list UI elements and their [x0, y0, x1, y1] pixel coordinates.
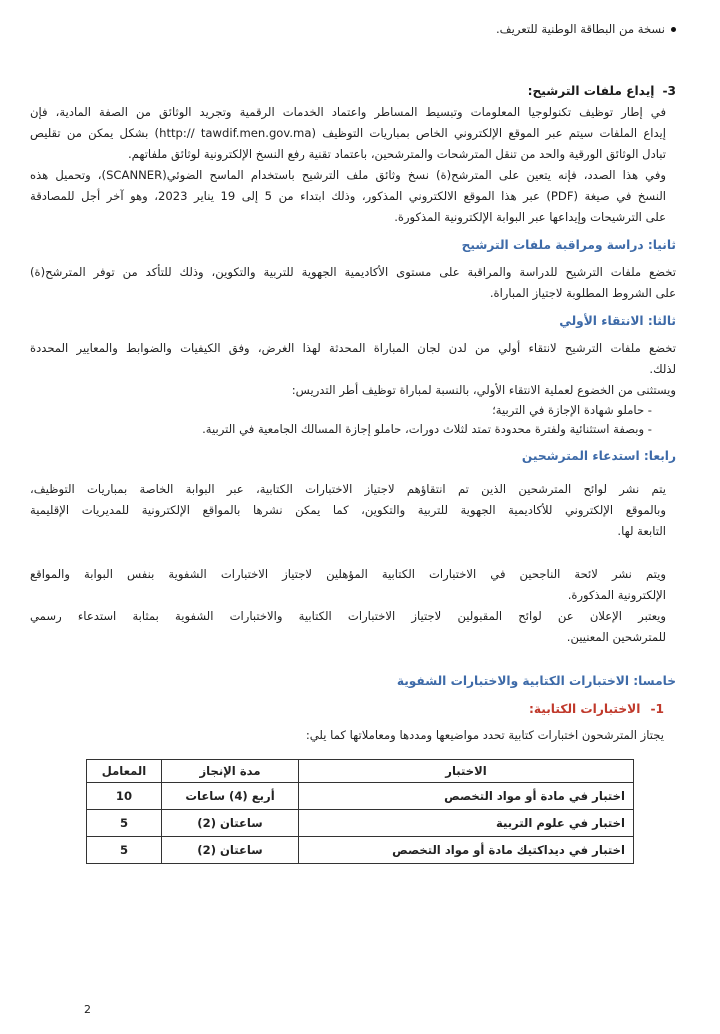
page-number: 2 — [84, 1003, 91, 1016]
exam-coefficient-cell: 5 — [87, 810, 162, 837]
exam-duration-cell: ساعتان (2) — [162, 810, 299, 837]
table-row — [87, 810, 634, 837]
section-3-paragraph-1: في إطار توظيف تكنولوجيا المعلومات وتبسيط المساطر واعتماد الخدمات الرقمية وتجريد الوثائق من الصفة المادية، فإن إيداع الملفات سيتم عبر الموقع الإلكتروني الخاص بمباريات التوظيف (http:// tawdif.men.gov.ma) بشكل يمكن من تقليص تبادل الوثائق الورقية والحد من تنقل المترشحات والمترشحين، باعتماد تقنية رفع النسخ الإلكترونية لوثائق ملفاتهم. — [30, 105, 666, 161]
table-row — [87, 783, 634, 810]
exam-coefficient-cell: 5 — [87, 837, 162, 864]
header-exam: الاختبار — [299, 760, 634, 783]
id-card-bullet: نسخة من البطاقة الوطنية للتعريف. — [30, 18, 676, 40]
section-fourth-paragraph-1: يتم نشر لوائح المترشحين الذين تم انتقاؤهم لاجتياز الاختبارات الكتابية، عبر البوابة الخاصة بمباريات التوظيف، وبالموقع الإلكتروني للأكاديمية الجهوية للتربية والتكوين، كما يمكن نشرها بالمواقع الإلكترونية للمديريات الإقليمية التابعة لها. — [30, 482, 666, 538]
section-second-paragraph: تخضع ملفات الترشيح للدراسة والمراقبة على مستوى الأكاديمية الجهوية للتربية والتكوين، وذلك للتأكد من توفر المترشح(ة) على الشروط المطلوبة لاجتياز المباراة. — [30, 265, 676, 300]
section-3-paragraph-2: وفي هذا الصدد، فإنه يتعين على المترشح(ة) نسخ وثائق ملف الترشيح باستخدام الماسح الضوئي(SCANNER)، وتحميل هذه النسخ في صيغة (PDF) عبر هذا الموقع الالكتروني المذكور، وذلك ابتداء من 5 إلى 19 يناير 2023، وهو آخر أجل للمصادقة على الترشيحات وإيداعها عبر البوابة الإلكترونية المذكورة. — [30, 168, 666, 224]
exam-name-cell: اختبار في مادة أو مواد التخصص — [299, 783, 634, 810]
header-duration: مدة الإنجاز — [162, 760, 299, 783]
section-3-heading: 3-إيداع ملفات الترشيح: — [527, 84, 676, 98]
exam-table — [86, 759, 634, 864]
header-coefficient: المعامل — [87, 760, 162, 783]
table-row — [87, 837, 634, 864]
list-item: - حاملو شهادة الإجازة في التربية؛ — [492, 403, 652, 417]
bullet-dot-icon — [671, 27, 676, 32]
exam-name-cell: اختبار في ديداكتيك مادة أو مواد التخصص — [299, 837, 634, 864]
section-fourth-paragraph-3: ويعتبر الإعلان عن لوائح المقبولين لاجتياز الاختبارات الكتابية والاختبارات الشفوية بمثابة استدعاء رسمي للمترشحين المعنيين. — [30, 609, 666, 644]
exam-duration-cell: ساعتان (2) — [162, 837, 299, 864]
table-header-row — [87, 760, 634, 783]
exam-name-cell: اختبار في علوم التربية — [299, 810, 634, 837]
section-fourth-heading: رابعا: استدعاء المترشحين — [521, 449, 676, 463]
list-item: - وبصفة استثنائية ولفترة محدودة تمتد لثلاث دورات، حاملو إجازة المسالك الجامعية في التربية. — [202, 422, 652, 436]
section-third-paragraph: تخضع ملفات الترشيح لانتقاء أولي من لدن لجان المباراة المحدثة لهذا الغرض، وفق الكيفيات والضوابط والمعايير المحددة لذلك. ويستثنى من الخضوع لعملية الانتقاء الأولي، بالنسبة لمباراة توظيف أطر التدريس: — [30, 341, 676, 397]
exam-coefficient-cell: 10 — [87, 783, 162, 810]
section-third-heading: ثالثا: الانتقاء الأولي — [559, 314, 676, 328]
section-fifth-heading: خامسا: الاختبارات الكتابية والاختبارات الشفوية — [396, 674, 676, 688]
exam-duration-cell: أربع (4) ساعات — [162, 783, 299, 810]
written-exams-intro: يجتاز المترشحون اختبارات كتابية تحدد مواضيعها ومددها ومعاملاتها كما يلي: — [305, 728, 664, 742]
section-fourth-paragraph-2: ويتم نشر لائحة الناجحين في الاختبارات الكتابية المؤهلين لاجتياز الاختبارات الشفوية بنفس البوابة والمواقع الإلكترونية المذكورة. — [30, 567, 666, 602]
section-second-heading: ثانيا: دراسة ومراقبة ملفات الترشيح — [461, 238, 676, 252]
written-exams-subheading: 1-الاختبارات الكتابية: — [528, 702, 664, 716]
